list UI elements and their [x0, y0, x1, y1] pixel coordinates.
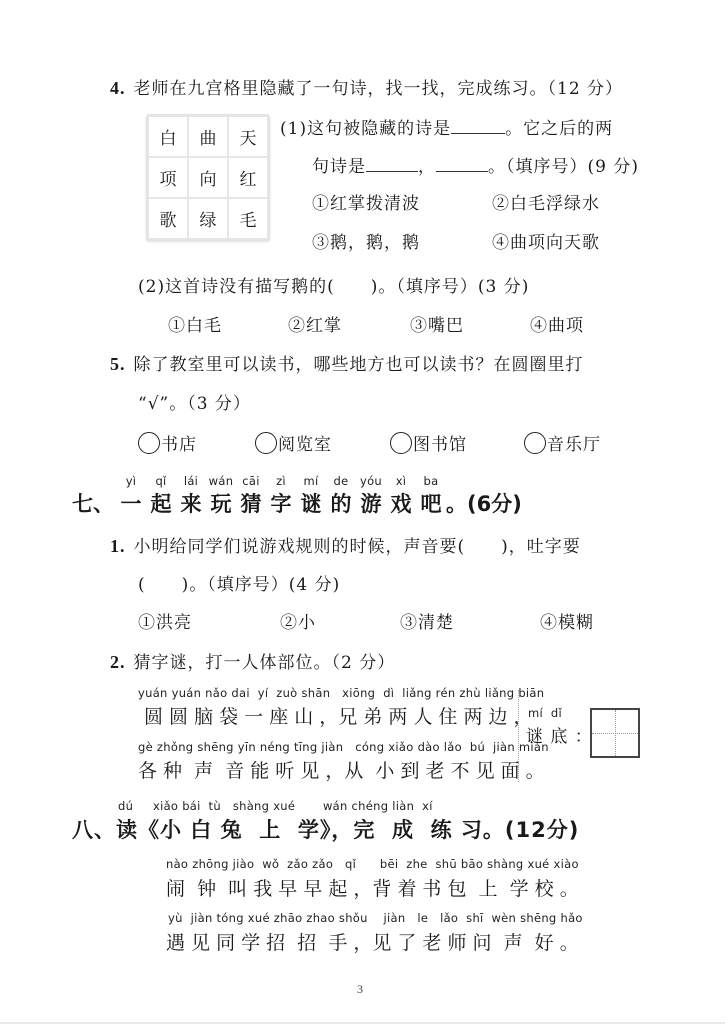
- q4-prompt: [110, 74, 623, 99]
- q4-part1-text-c: 句诗是: [312, 157, 366, 177]
- title-char: 戏: [390, 492, 412, 516]
- q4-part1-line1: [280, 114, 613, 139]
- q5-number: 5.: [110, 354, 126, 374]
- option-label: 阅览室: [278, 435, 332, 455]
- title-char-with-pinyin: [116, 474, 146, 518]
- title-char: 谜: [300, 492, 322, 516]
- riddle-line1: 圆 圆 脑 袋 一 座 山 ，兄 弟 两 人 住 两 边 ，: [144, 706, 533, 728]
- option-label: 图书馆: [413, 435, 467, 455]
- q4-part2-prompt: (2)这首诗没有描写鹅的( )。（填序号）(3 分): [138, 277, 530, 297]
- q4-option-2: ②白毛浮绿水: [492, 194, 600, 214]
- section-number: 七、: [72, 492, 114, 516]
- title-char-with-pinyin: [206, 474, 236, 518]
- q4-part2-option-1: ①白毛: [168, 316, 222, 336]
- title-char: 游: [360, 492, 382, 516]
- s7-q1-option-3: ③清楚: [400, 613, 454, 633]
- pinyin: mí: [303, 474, 319, 488]
- s7-q1-prompt: [110, 532, 581, 557]
- grid-cell: 天: [228, 116, 268, 157]
- grid-cell: 向: [188, 157, 228, 198]
- title-char: 吧: [420, 492, 442, 516]
- s7-q1-number: 1.: [110, 536, 126, 556]
- section7-title-chars: [116, 474, 446, 518]
- title-char-with-pinyin: [236, 474, 266, 518]
- grid-cell: 绿: [188, 198, 228, 239]
- title-char: 字: [270, 492, 292, 516]
- s7-q1-option-1: ①洪亮: [138, 613, 192, 633]
- riddle-line1-pinyin: yuán yuán nǎo dai yí zuò shān xiōng dì liǎng rén zhù liǎng biān: [138, 686, 545, 700]
- q4-part1-text-b: 。它之后的两: [505, 119, 614, 139]
- checkbox-circle-icon[interactable]: [255, 432, 277, 454]
- grid-cell: 项: [148, 157, 188, 198]
- q5-prompt-text: 除了教室里可以读书，哪些地方也可以读书？在圆圈里打: [133, 355, 584, 375]
- poem-line2-pinyin: yù jiàn tóng xué zhāo zhao shǒu jiàn le lǎo shī wèn shēng hǎo: [168, 911, 583, 925]
- q4-part2-option-3: ③嘴巴: [410, 316, 464, 336]
- q4-part1-text-d: 。（填序号）(9 分): [488, 157, 639, 177]
- answer-label-pinyin: mí dǐ: [528, 706, 563, 720]
- checkbox-circle-icon[interactable]: [524, 432, 546, 454]
- poem-line2: 遇 见 同 学 招 招 手 ，见 了 老 师 问 声 好 。: [166, 932, 579, 954]
- q4-part1-line2: [312, 152, 639, 177]
- q5-option-concert-hall[interactable]: [524, 430, 601, 455]
- pinyin: wán: [208, 474, 234, 488]
- q4-option-1: ①红掌拨清波: [312, 194, 420, 214]
- answer-blank[interactable]: [451, 119, 505, 134]
- grid-cell: 白: [148, 116, 188, 157]
- comma: ，: [418, 157, 436, 177]
- title-char: 起: [150, 492, 172, 516]
- option-label: 书店: [161, 435, 197, 455]
- q5-option-reading-room[interactable]: [255, 430, 332, 455]
- nine-square-grid: [146, 114, 270, 241]
- title-char-with-pinyin: [146, 474, 176, 518]
- title-char: 一: [120, 492, 142, 516]
- pinyin: qǐ: [155, 474, 167, 488]
- q4-option-3: ③鹅，鹅，鹅: [312, 233, 420, 253]
- q4-number: 4.: [110, 78, 126, 98]
- s7-q1-option-4: ④模糊: [540, 613, 594, 633]
- divider-dotted: [518, 690, 519, 782]
- q5-option-bookstore[interactable]: [138, 430, 197, 455]
- pinyin: xì: [395, 474, 407, 488]
- q4-part2-option-4: ④曲项: [530, 316, 584, 336]
- section7-heading: [72, 474, 522, 518]
- grid-cell: 红: [228, 157, 268, 198]
- title-char-with-pinyin: [266, 474, 296, 518]
- q4-part2-option-2: ②红掌: [288, 316, 342, 336]
- grid-cell: 歌: [148, 198, 188, 239]
- title-char-with-pinyin: [326, 474, 356, 518]
- title-char-with-pinyin: [296, 474, 326, 518]
- riddle-line2-pinyin: gè zhǒng shēng yīn néng tīng jiàn cóng xiǎo dào lǎo bú jiàn miàn: [138, 740, 549, 754]
- poem-line1: 闹 钟 叫 我 早 早 起 ，背 着 书 包 上 学 校 。: [166, 878, 579, 900]
- poem-line1-pinyin: nào zhōng jiào wǒ zǎo zǎo qǐ bēi zhe shū bāo shàng xué xiào: [166, 857, 579, 871]
- checkbox-circle-icon[interactable]: [138, 432, 160, 454]
- page-number: 3: [357, 982, 363, 996]
- title-char-with-pinyin: [416, 474, 446, 518]
- section-score: 。(6分): [446, 492, 522, 516]
- pinyin: ba: [423, 474, 439, 488]
- q4-option-4: ④曲项向天歌: [492, 233, 600, 253]
- answer-writing-box[interactable]: [590, 708, 640, 758]
- title-char: 的: [330, 492, 352, 516]
- title-char: 猜: [240, 492, 262, 516]
- s7-q1-line2: ( )。（填序号）(4 分): [138, 575, 341, 595]
- checkbox-circle-icon[interactable]: [390, 432, 412, 454]
- s7-q2-prompt: [110, 648, 395, 673]
- pinyin: yóu: [359, 474, 383, 488]
- grid-cell: 毛: [228, 198, 268, 239]
- pinyin: yì: [125, 474, 137, 488]
- q4-prompt-text: 老师在九宫格里隐藏了一句诗，找一找，完成练习。（12 分）: [133, 79, 624, 99]
- section8-pinyin: dú xiǎo bái tù shàng xué wán chéng liàn xí: [118, 799, 433, 813]
- title-char-with-pinyin: [176, 474, 206, 518]
- grid-cell: 曲: [188, 116, 228, 157]
- answer-label: 谜 底 ：: [526, 727, 593, 747]
- pinyin: de: [333, 474, 349, 488]
- option-label: 音乐厅: [547, 435, 601, 455]
- answer-blank[interactable]: [366, 157, 418, 172]
- q5-prompt: [110, 350, 584, 375]
- title-char-with-pinyin: [386, 474, 416, 518]
- s7-q2-text: 猜字谜，打一人体部位。（2 分）: [133, 653, 396, 673]
- title-char: 玩: [210, 492, 232, 516]
- pinyin: cāi: [242, 474, 260, 488]
- grid-guide-line: [615, 710, 616, 756]
- riddle-line2: 各 种 声 音 能 听 见 ，从 小 到 老 不 见 面 。: [138, 760, 545, 782]
- section8-heading: 八、读《小 白 兔 上 学》，完 成 练 习。(12分): [72, 818, 580, 842]
- s7-q1-text: 小明给同学们说游戏规则的时候，声音要( )，吐字要: [133, 537, 581, 557]
- pinyin: zì: [276, 474, 286, 488]
- q5-prompt-line2: “√”。（3 分）: [138, 394, 251, 414]
- pinyin: lái: [183, 474, 199, 488]
- title-char: 来: [180, 492, 202, 516]
- title-char-with-pinyin: [356, 474, 386, 518]
- q5-option-library[interactable]: [390, 430, 467, 455]
- answer-blank[interactable]: [436, 157, 488, 172]
- s7-q2-number: 2.: [110, 652, 126, 672]
- s7-q1-option-2: ②小: [280, 613, 316, 633]
- q4-part1-text: (1)这句被隐藏的诗是: [280, 119, 452, 139]
